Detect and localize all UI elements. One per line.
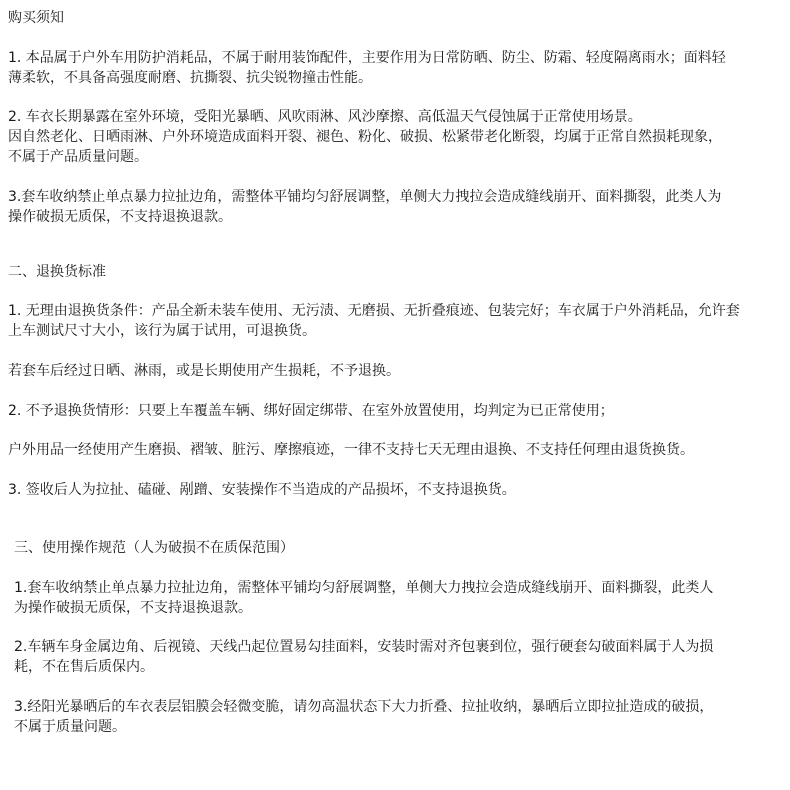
notice-title: 购买须知 xyxy=(8,10,64,26)
returns-item1-line1: 1. 无理由退换货条件：产品全新未装车使用、无污渍、无磨损、无折叠痕迹、包装完好；车衣属于户外消耗品，允许套 xyxy=(8,303,740,319)
notice-item3-line2: 操作破损无质保，不支持退换退款。 xyxy=(8,209,232,225)
returns-item3: 3. 签收后人为拉扯、磕碰、剐蹭、安装操作不当造成的产品损坏，不支持退换货。 xyxy=(8,482,516,498)
returns-para2: 户外用品一经使用产生磨损、褶皱、脏污、摩擦痕迹，一律不支持七天无理由退换、不支持任何理由退货换货。 xyxy=(8,442,694,458)
notice-item2-line3: 不属于产品质量问题。 xyxy=(8,149,148,165)
returns-item1-line2: 上车测试尺寸大小，该行为属于试用，可退换货。 xyxy=(8,323,316,339)
returns-item2: 2. 不予退换货情形：只要上车覆盖车辆、绑好固定绑带、在室外放置使用，均判定为已正常使用； xyxy=(8,403,614,419)
notice-item2-line2: 因自然老化、日晒雨淋、户外环境造成面料开裂、褪色、粉化、破损、松紧带老化断裂，均属于正常自然损耗现象， xyxy=(8,129,722,145)
usage-item2-line2: 耗，不在售后质保内。 xyxy=(14,659,154,675)
notice-item1-line1: 1. 本品属于户外车用防护消耗品，不属于耐用装饰配件，主要作用为日常防晒、防尘、防霜、轻度隔离雨水；面料轻 xyxy=(8,50,726,66)
usage-item1-line1: 1.套车收纳禁止单点暴力拉扯边角，需整体平铺均匀舒展调整，单侧大力拽拉会造成缝线崩开、面料撕裂，此类人 xyxy=(14,580,714,596)
notice-item3-line1: 3.套车收纳禁止单点暴力拉扯边角，需整体平铺均匀舒展调整，单侧大力拽拉会造成缝线崩开、面料撕裂，此类人为 xyxy=(8,189,722,205)
notice-item1-line2: 薄柔软，不具备高强度耐磨、抗撕裂、抗尖锐物撞击性能。 xyxy=(8,70,372,86)
notice-item2-line1: 2. 车衣长期暴露在室外环境，受阳光暴晒、风吹雨淋、风沙摩擦、高低温天气侵蚀属于正常使用场景。 xyxy=(8,109,642,125)
usage-item2-line1: 2.车辆车身金属边角、后视镜、天线凸起位置易勾挂面料，安装时需对齐包裹到位，强行硬套勾破面料属于人为损 xyxy=(14,639,714,655)
usage-item3-line1: 3.经阳光暴晒后的车衣表层铝膜会轻微变脆，请勿高温状态下大力折叠、拉扯收纳，暴晒后立即拉扯造成的破损， xyxy=(14,699,714,715)
usage-item3-line2: 不属于质量问题。 xyxy=(14,719,126,735)
returns-title: 二、退换货标准 xyxy=(8,264,106,280)
returns-para1: 若套车后经过日晒、淋雨，或是长期使用产生损耗，不予退换。 xyxy=(8,363,400,379)
usage-title: 三、使用操作规范（人为破损不在质保范围） xyxy=(14,540,294,556)
usage-item1-line2: 为操作破损无质保，不支持退换退款。 xyxy=(14,600,252,616)
